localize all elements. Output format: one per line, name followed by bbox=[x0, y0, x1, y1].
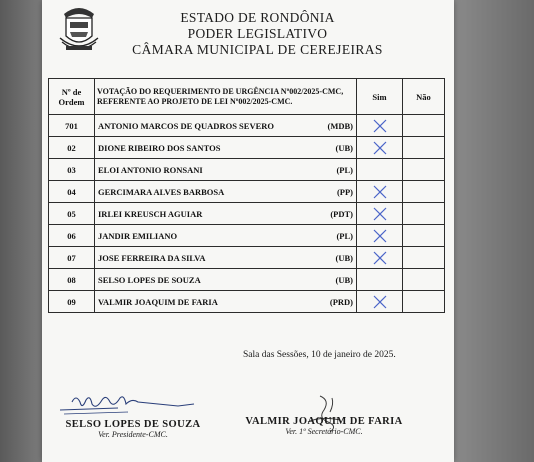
document-header bbox=[95, 10, 420, 58]
signature-scribble-president bbox=[58, 392, 198, 418]
yes-vote-cell bbox=[357, 269, 403, 291]
council-member-cell bbox=[95, 181, 357, 203]
table-row bbox=[49, 115, 445, 137]
no-vote-cell bbox=[403, 115, 445, 137]
party-label: (PL) bbox=[336, 164, 353, 175]
yes-vote-cell bbox=[357, 115, 403, 137]
signatory-name: VALMIR JOAQUIM DE FARIA bbox=[245, 416, 403, 427]
table-row bbox=[49, 181, 445, 203]
x-mark-icon bbox=[372, 206, 388, 222]
yes-vote-cell bbox=[357, 159, 403, 181]
order-number: 701 bbox=[49, 115, 95, 137]
order-number: 09 bbox=[49, 291, 95, 313]
party-label: (MDB) bbox=[327, 120, 353, 131]
no-vote-cell bbox=[403, 291, 445, 313]
yes-vote-cell bbox=[357, 181, 403, 203]
column-header-order: Nº de Ordem bbox=[49, 79, 95, 115]
no-vote-cell bbox=[403, 269, 445, 291]
state-title: ESTADO DE RONDÔNIA bbox=[180, 10, 335, 25]
table-row bbox=[49, 247, 445, 269]
party-label: (PP) bbox=[336, 186, 353, 197]
table-row bbox=[49, 269, 445, 291]
column-header-yes: Sim bbox=[357, 79, 403, 115]
table-row bbox=[49, 159, 445, 181]
order-number: 06 bbox=[49, 225, 95, 247]
no-vote-cell bbox=[403, 181, 445, 203]
signature-block-secretary bbox=[240, 416, 408, 436]
member-name: ELOI ANTONIO RONSANI bbox=[98, 164, 203, 175]
council-member-cell bbox=[95, 159, 357, 181]
closing-date-line: Sala das Sessões, 10 de janeiro de 2025. bbox=[243, 350, 396, 360]
yes-vote-cell bbox=[357, 137, 403, 159]
order-number: 05 bbox=[49, 203, 95, 225]
x-mark-icon bbox=[372, 228, 388, 244]
member-name: JOSE FERREIRA DA SILVA bbox=[98, 252, 206, 263]
council-member-cell bbox=[95, 225, 357, 247]
council-member-cell bbox=[95, 203, 357, 225]
table-row bbox=[49, 225, 445, 247]
member-name: GERCIMARA ALVES BARBOSA bbox=[98, 186, 225, 197]
voting-table bbox=[48, 78, 445, 313]
member-name: IRLEI KREUSCH AGUIAR bbox=[98, 208, 203, 219]
x-mark-icon bbox=[372, 118, 388, 134]
signatory-role: Ver. Presidente-CMC. bbox=[98, 430, 168, 439]
order-number: 03 bbox=[49, 159, 95, 181]
no-vote-cell bbox=[403, 137, 445, 159]
signatory-role: Ver. 1º Secretário-CMC. bbox=[285, 427, 363, 436]
member-name: VALMIR JOAQUIM DE FARIA bbox=[98, 296, 218, 307]
yes-vote-cell bbox=[357, 247, 403, 269]
order-number: 04 bbox=[49, 181, 95, 203]
chamber-title: CÂMARA MUNICIPAL DE CEREJEIRAS bbox=[132, 42, 383, 57]
order-number: 08 bbox=[49, 269, 95, 291]
council-member-cell bbox=[95, 137, 357, 159]
party-label: (UB) bbox=[335, 142, 353, 153]
background-left bbox=[0, 0, 42, 462]
member-name: DIONE RIBEIRO DOS SANTOS bbox=[98, 142, 221, 153]
party-label: (PL) bbox=[336, 230, 353, 241]
signature-block-president bbox=[58, 419, 208, 439]
no-vote-cell bbox=[403, 225, 445, 247]
party-label: (UB) bbox=[335, 252, 353, 263]
background-right bbox=[454, 0, 534, 462]
table-row bbox=[49, 203, 445, 225]
table-row bbox=[49, 291, 445, 313]
no-vote-cell bbox=[403, 203, 445, 225]
coat-of-arms-seal bbox=[58, 4, 100, 54]
council-member-cell bbox=[95, 115, 357, 137]
member-name: JANDIR EMILIANO bbox=[98, 230, 178, 241]
member-name: ANTONIO MARCOS DE QUADROS SEVERO bbox=[98, 120, 275, 131]
no-vote-cell bbox=[403, 247, 445, 269]
x-mark-icon bbox=[372, 140, 388, 156]
x-mark-icon bbox=[372, 184, 388, 200]
table-row bbox=[49, 137, 445, 159]
order-number: 07 bbox=[49, 247, 95, 269]
council-member-cell bbox=[95, 269, 357, 291]
yes-vote-cell bbox=[357, 203, 403, 225]
x-mark-icon bbox=[372, 250, 388, 266]
yes-vote-cell bbox=[357, 291, 403, 313]
order-number: 02 bbox=[49, 137, 95, 159]
signatory-name: SELSO LOPES DE SOUZA bbox=[65, 419, 201, 430]
council-member-cell bbox=[95, 247, 357, 269]
party-label: (PRD) bbox=[329, 296, 353, 307]
party-label: (PDT) bbox=[330, 208, 353, 219]
branch-title: PODER LEGISLATIVO bbox=[187, 26, 328, 41]
member-name: SELSO LOPES DE SOUZA bbox=[98, 274, 201, 285]
no-vote-cell bbox=[403, 159, 445, 181]
column-header-no: Não bbox=[403, 79, 445, 115]
council-member-cell bbox=[95, 291, 357, 313]
x-mark-icon bbox=[372, 294, 388, 310]
party-label: (UB) bbox=[335, 274, 353, 285]
column-header-title: VOTAÇÃO DO REQUERIMENTO DE URGÊNCIA Nº002/2025-CMC, REFERENTE AO PROJETO DE LEI Nº002/2025-CMC. bbox=[95, 79, 357, 115]
yes-vote-cell bbox=[357, 225, 403, 247]
